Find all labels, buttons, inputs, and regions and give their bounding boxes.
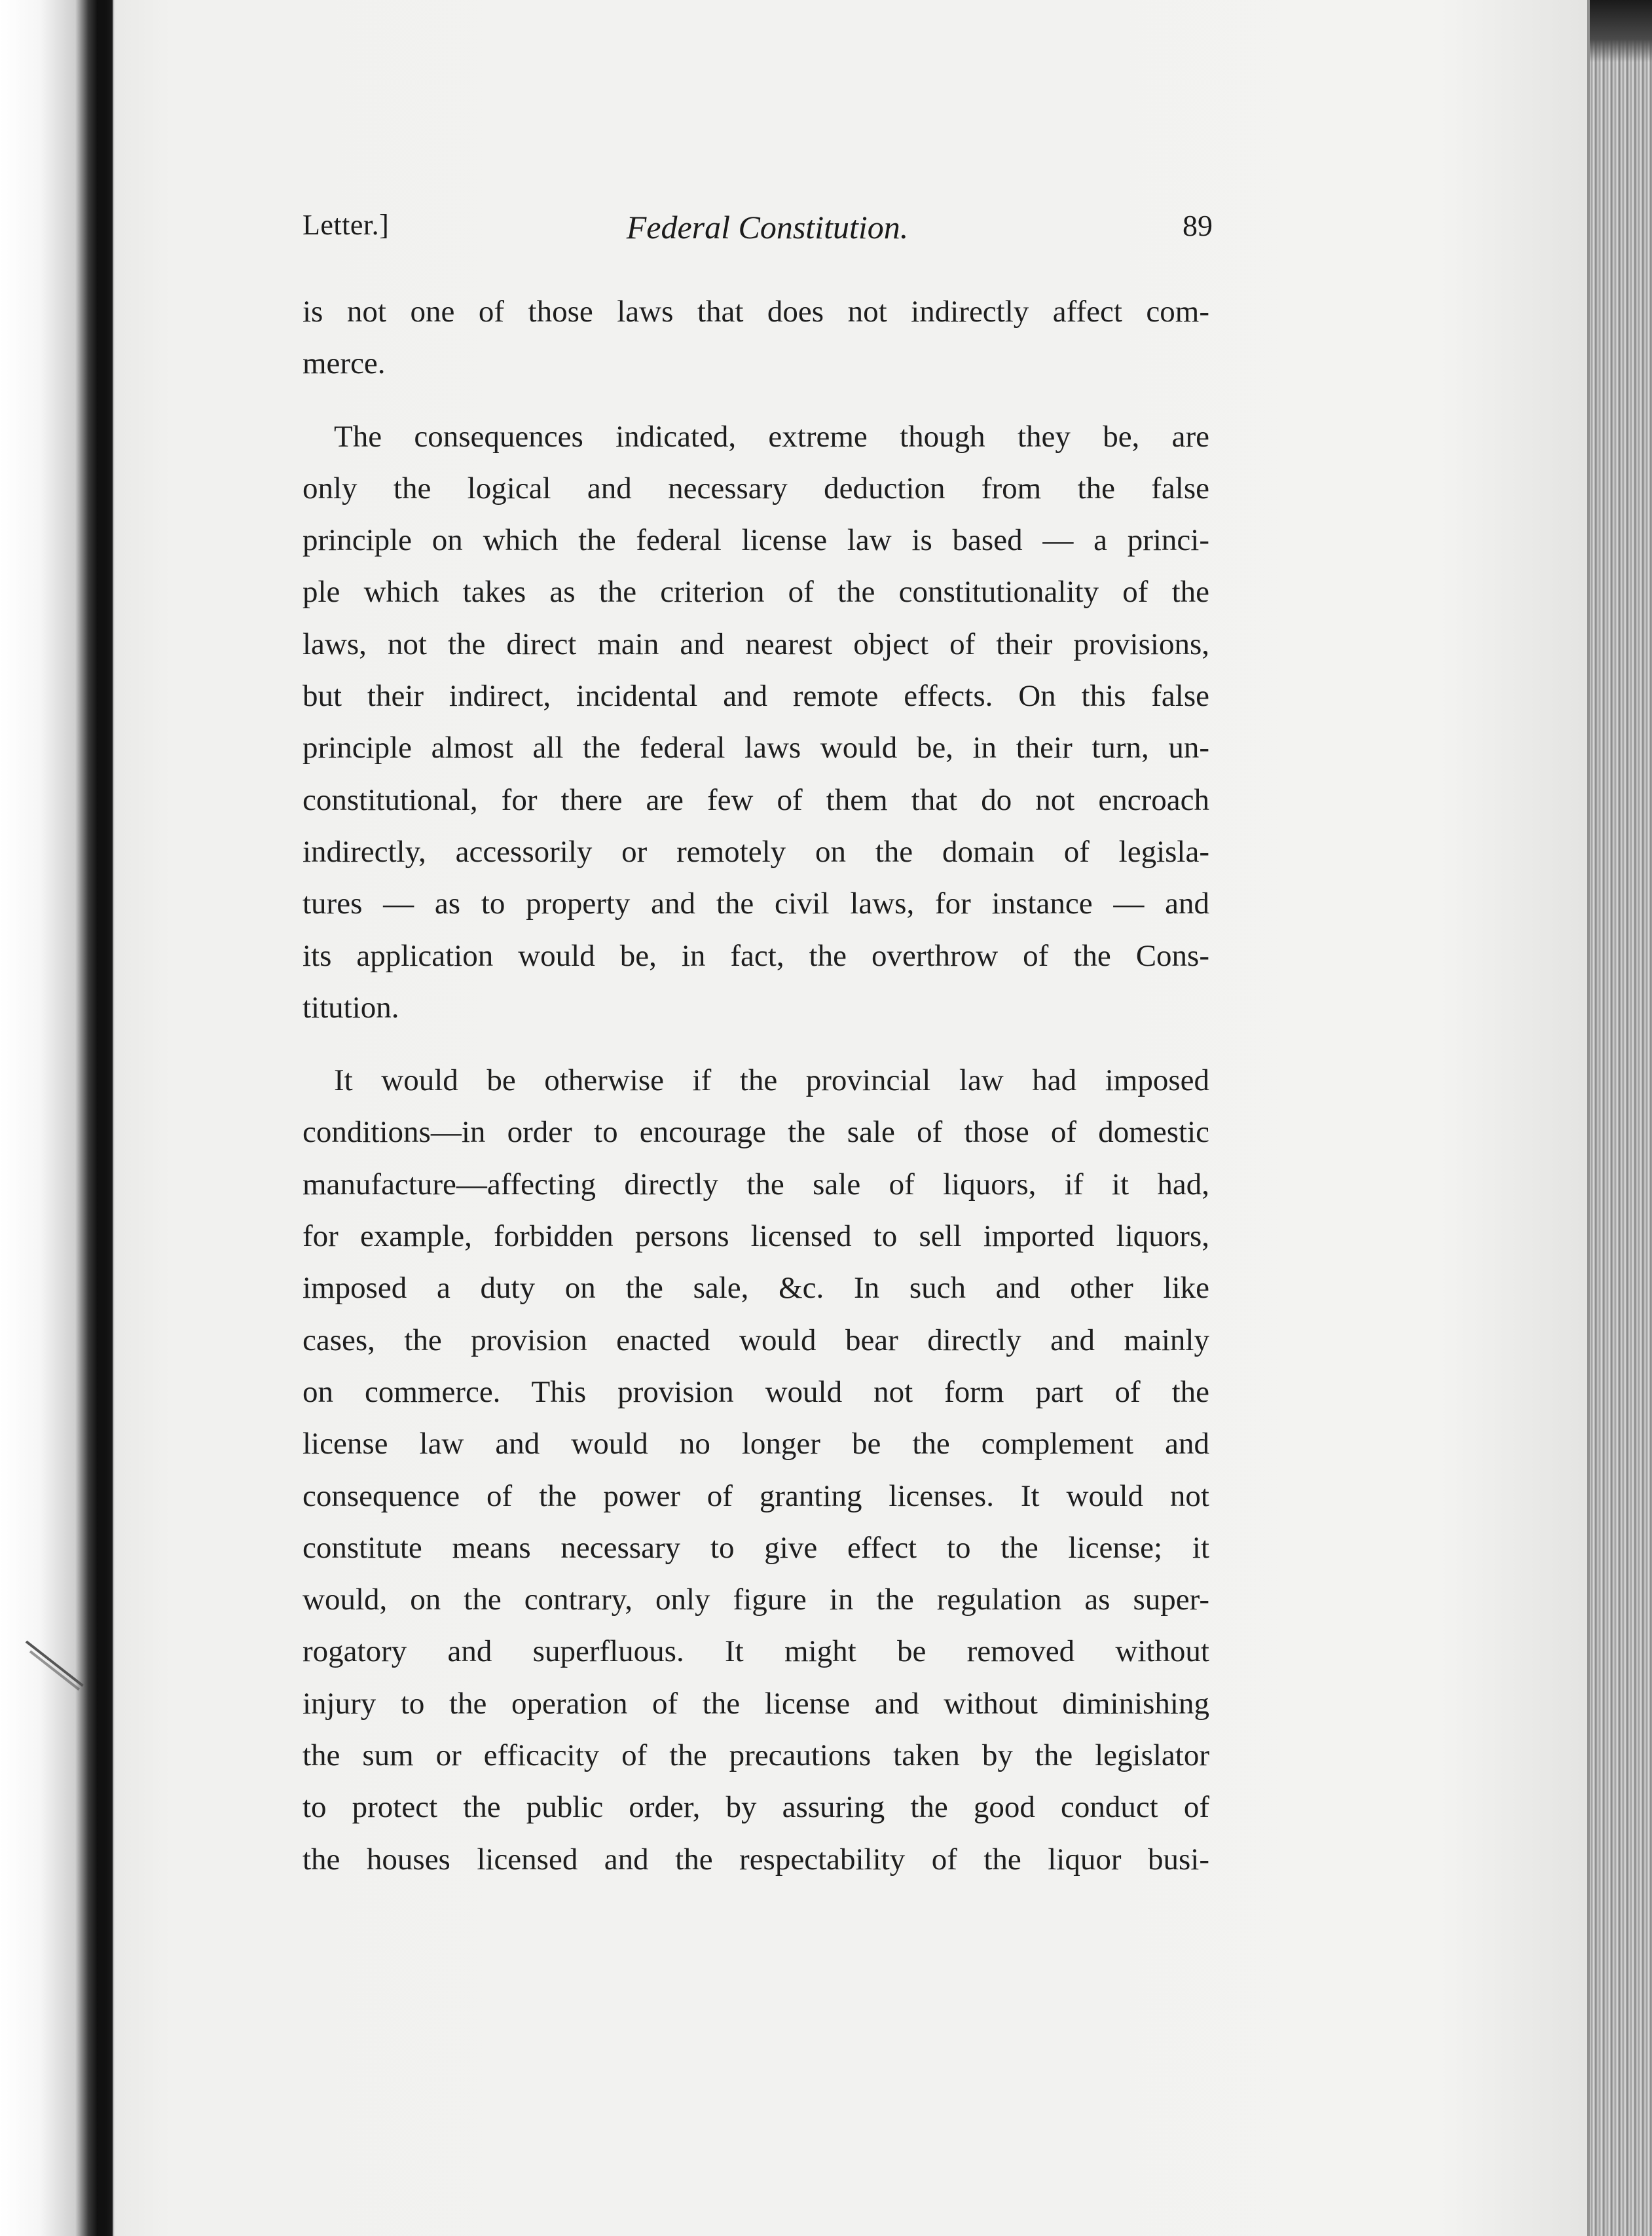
text-line: license law and would no longer be the complement and xyxy=(303,1427,1209,1461)
text-line: conditions—in order to encourage the sale of those of domestic xyxy=(303,1115,1209,1150)
text-line: for example, forbidden persons licensed to sell imported liquors, xyxy=(303,1219,1209,1254)
text-line: on commerce. This provision would not form part of the xyxy=(303,1374,1209,1409)
body-text xyxy=(303,286,1209,1886)
text-line: only the logical and necessary deduction from the false xyxy=(303,471,1209,505)
book-leaf-edges xyxy=(1590,0,1652,2236)
text-line: constitute means necessary to give effect to the license; it xyxy=(303,1530,1209,1565)
text-line: merce. xyxy=(303,346,386,381)
text-line: tures — as to property and the civil laws, for instance — and xyxy=(303,887,1209,921)
text-line: its application would be, in fact, the overthrow of the Cons- xyxy=(303,938,1209,973)
running-header xyxy=(303,208,1213,254)
paragraph-gap xyxy=(303,390,1209,411)
text-line: injury to the operation of the license and without diminishing xyxy=(303,1686,1209,1721)
text-line: is not one of those laws that does not indirectly affect com- xyxy=(303,295,1209,329)
text-line: The consequences indicated, extreme though they be, are xyxy=(334,419,1209,454)
text-line: consequence of the power of granting licenses. It would not xyxy=(303,1478,1209,1513)
text-line: indirectly, accessorily or remotely on the domain of legisla- xyxy=(303,834,1209,869)
binding-shadow xyxy=(98,0,113,2236)
text-line: but their indirect, incidental and remote effects. On this false xyxy=(303,679,1209,714)
header-title: Federal Constitution. xyxy=(626,209,909,246)
text-line: constitutional, for there are few of them that do not encroach xyxy=(303,782,1209,817)
binding-gutter xyxy=(0,0,115,2236)
text-line: to protect the public order, by assuring the good conduct of xyxy=(303,1790,1209,1825)
text-line: imposed a duty on the sale, &c. In such and other like xyxy=(303,1271,1209,1306)
text-line: would, on the contrary, only figure in the regulation as super- xyxy=(303,1583,1209,1617)
text-line: It would be otherwise if the provincial law had imposed xyxy=(334,1063,1209,1098)
text-line: cases, the provision enacted would bear directly and mainly xyxy=(303,1323,1209,1357)
text-line: principle almost all the federal laws would be, in their turn, un- xyxy=(303,731,1209,765)
text-line: manufacture—affecting directly the sale of liquors, if it had, xyxy=(303,1167,1209,1201)
text-line: titution. xyxy=(303,990,399,1025)
page-number: 89 xyxy=(1183,209,1213,242)
text-line: principle on which the federal license law is based — a princi- xyxy=(303,523,1209,558)
header-section-label: Letter.] xyxy=(303,209,390,241)
text-line: rogatory and superfluous. It might be removed without xyxy=(303,1634,1209,1669)
text-line: the sum or efficacity of the precautions taken by the legislator xyxy=(303,1738,1209,1773)
text-line: laws, not the direct main and nearest object of their provisions, xyxy=(303,627,1209,661)
paragraph-gap xyxy=(303,1034,1209,1055)
book-leaf-shadow xyxy=(1590,0,1652,62)
text-line: ple which takes as the criterion of the constitutionality of the xyxy=(303,575,1209,610)
text-line: the houses licensed and the respectability of the liquor busi- xyxy=(303,1842,1209,1877)
